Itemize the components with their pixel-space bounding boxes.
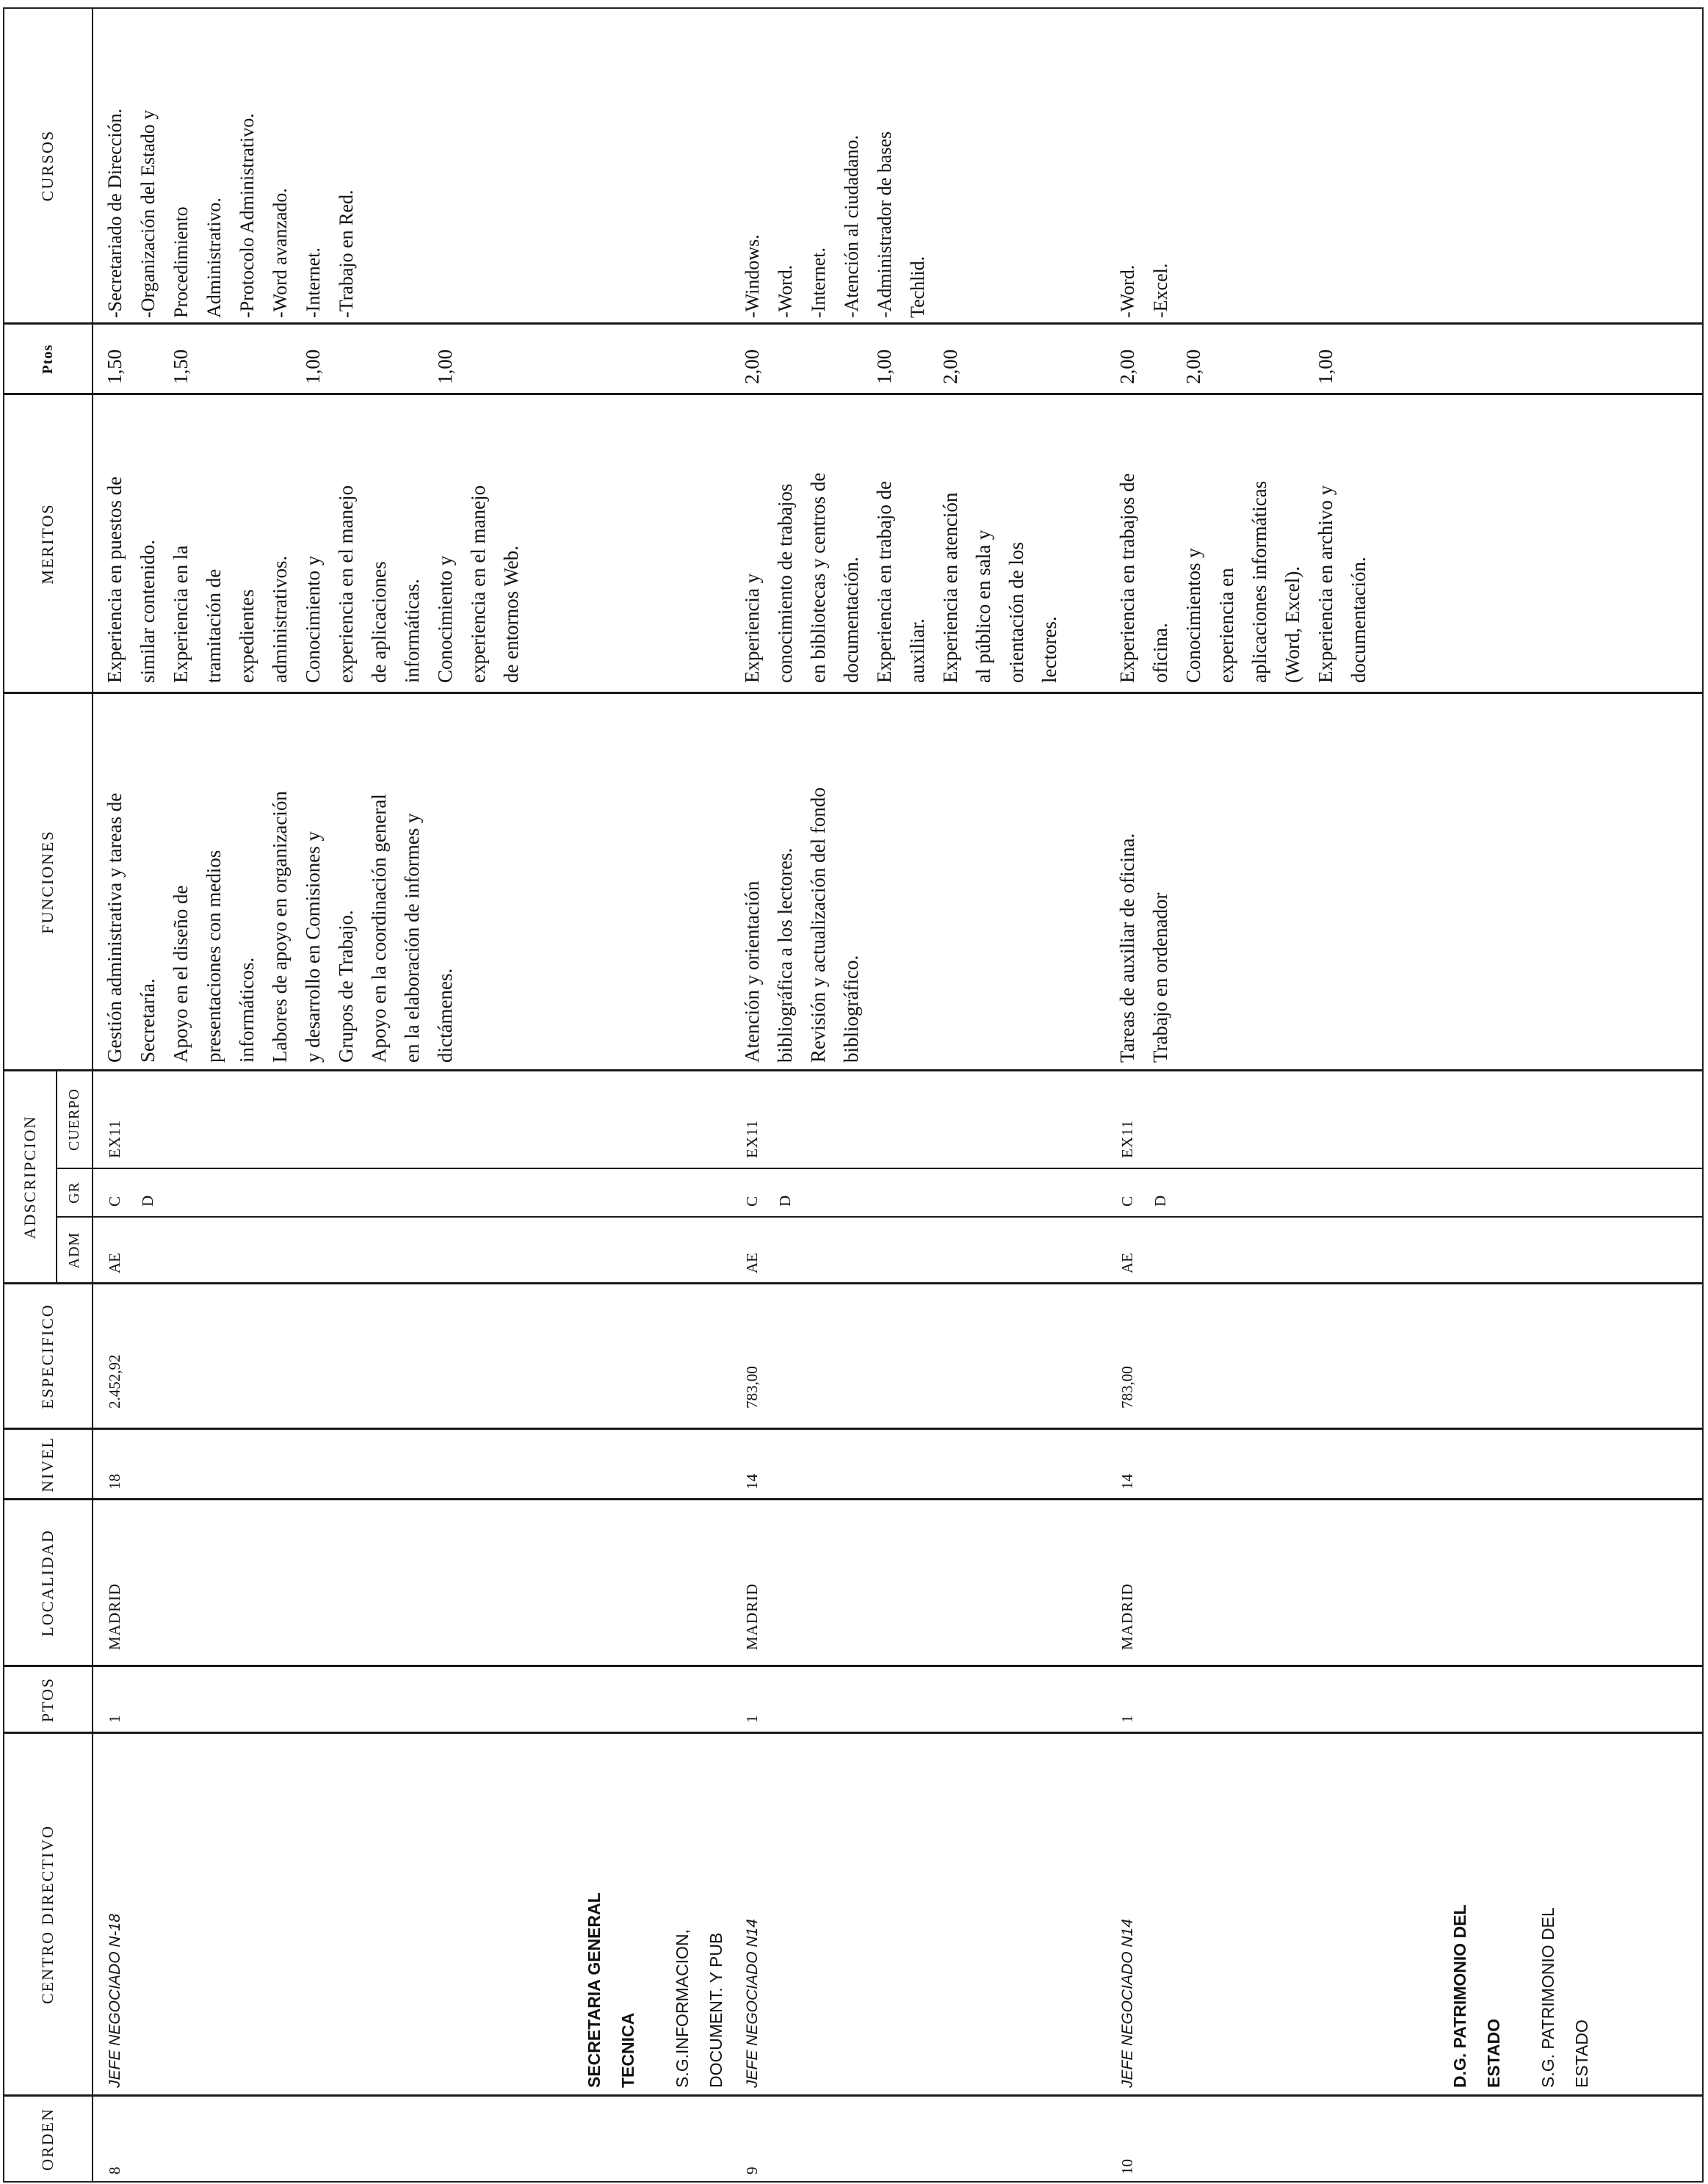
column-divider — [3, 1665, 1704, 1667]
cell-localidad — [1111, 1500, 1144, 1666]
funciones-line: Tareas de auxiliar de oficina. — [1116, 833, 1138, 1063]
meritos-line: experiencia en — [1215, 568, 1237, 683]
meritos-ptos-line — [363, 324, 396, 384]
cell-gr — [736, 1168, 802, 1217]
localidad-line: MADRID — [106, 1583, 123, 1650]
cell-ptos — [736, 1666, 769, 1733]
funciones-line: Gestión administrativa y tareas de — [104, 792, 126, 1063]
meritos-ptos-line: 1,50 — [170, 349, 192, 384]
meritos-line: Conocimiento y — [434, 555, 456, 683]
funciones-line: Atención y orientación — [741, 881, 763, 1063]
orden-line: 9 — [743, 2166, 761, 2174]
meritos-line: orientación de los — [1005, 542, 1027, 683]
meritos-ptos-line — [1276, 324, 1309, 384]
meritos-ptos-line: 2,00 — [1116, 349, 1138, 384]
cell-centro — [736, 1733, 769, 2096]
meritos-ptos-line — [330, 324, 363, 384]
cell-especifico — [736, 1284, 769, 1429]
cell-especifico — [98, 1284, 131, 1429]
org-subunit-title: ESTADO — [1572, 2020, 1591, 2088]
header-cursos: CURSOS — [38, 129, 57, 202]
meritos-line: en bibliotecas y centros de — [807, 472, 829, 683]
header-meritos: MERITOS — [38, 503, 57, 585]
meritos-ptos-line — [231, 324, 264, 384]
cuerpo-line: EX11 — [106, 1119, 123, 1158]
funciones-line: en la elaboración de informes y — [401, 813, 423, 1063]
meritos-ptos-line — [802, 324, 835, 384]
cell-orden — [98, 2096, 131, 2183]
cell-cuerpo — [98, 1071, 131, 1168]
orden-line: 10 — [1118, 2159, 1136, 2174]
cursos-line: -Word. — [1117, 264, 1138, 318]
meritos-line: informáticas. — [401, 579, 423, 683]
adm-line: AE — [1118, 1253, 1136, 1273]
org-unit-heading — [1443, 1733, 1599, 2096]
meritos-line: (Word, Excel). — [1281, 565, 1303, 683]
funciones-line: Trabajo en ordenador — [1149, 892, 1171, 1063]
funciones-line: Secretaría. — [137, 978, 159, 1063]
cell-nivel — [98, 1429, 131, 1500]
cursos-line: Techlid. — [907, 256, 928, 318]
column-divider — [57, 1216, 1704, 1218]
meritos-line: administrativos. — [269, 555, 291, 683]
meritos-ptos-line: 1,00 — [302, 349, 324, 384]
cell-orden — [736, 2096, 769, 2183]
cell-cursos — [736, 7, 934, 324]
meritos-line: oficina. — [1149, 623, 1171, 683]
header-gr: GR — [66, 1182, 82, 1204]
meritos-line: Experiencia en la — [170, 545, 192, 683]
especifico-line: 2.452,92 — [106, 1354, 123, 1409]
meritos-line: al público en sala y — [972, 529, 994, 683]
cursos-line: -Word. — [775, 264, 796, 318]
column-divider — [3, 1498, 1704, 1500]
cell-centro — [1111, 1733, 1144, 2096]
localidad-line: MADRID — [743, 1583, 761, 1650]
meritos-line: Experiencia en trabajos de — [1116, 473, 1138, 683]
meritos-ptos-line: 2,00 — [741, 349, 763, 384]
gr-line: C — [743, 1196, 761, 1207]
funciones-line: bibliográfica a los lectores. — [774, 847, 796, 1063]
cell-gr — [98, 1168, 164, 1217]
meritos-line: Experiencia en trabajo de — [873, 480, 895, 683]
org-unit-title: ESTADO — [1484, 2018, 1503, 2088]
meritos-line: similar contenido. — [137, 540, 159, 683]
cursos-line: -Windows. — [742, 234, 763, 318]
header-nivel: NIVEL — [38, 1436, 57, 1492]
meritos-line: de entornos Web. — [500, 545, 522, 683]
funciones-line: bibliográfico. — [840, 955, 862, 1063]
meritos-ptos-line — [1210, 324, 1243, 384]
ptos-line: 1 — [1118, 1715, 1136, 1723]
funciones-line: informáticos. — [236, 957, 258, 1063]
meritos-ptos-line — [396, 324, 429, 384]
funciones-line: Grupos de Trabajo. — [335, 910, 357, 1063]
column-divider — [3, 1428, 1704, 1430]
meritos-ptos-line — [198, 324, 231, 384]
column-divider — [3, 1282, 1704, 1284]
orden-line: 8 — [106, 2166, 123, 2174]
org-subunit-title: DOCUMENT. Y PUB — [706, 1932, 725, 2088]
cursos-line: -Excel. — [1150, 263, 1171, 318]
org-unit-title: D.G. PATRIMONIO DEL — [1450, 1904, 1469, 2088]
cell-meritos-ptos — [1111, 324, 1342, 394]
meritos-ptos-line: 1,50 — [104, 349, 126, 384]
cell-meritos — [1111, 394, 1375, 693]
meritos-ptos-line: 1,00 — [873, 349, 895, 384]
org-unit-heading — [577, 1733, 733, 2096]
meritos-line: expedientes — [236, 589, 258, 683]
cell-adm — [98, 1217, 131, 1284]
meritos-line: experiencia en el manejo — [335, 485, 357, 683]
meritos-line: auxiliar. — [906, 618, 928, 683]
meritos-line: Experiencia en archivo y — [1314, 485, 1336, 683]
column-divider — [57, 1168, 1704, 1169]
gr-line: C — [106, 1196, 123, 1207]
org-unit-title: SECRETARIA GENERAL — [585, 1892, 604, 2088]
funciones-line: presentaciones con medios — [203, 850, 225, 1063]
gr-line: C — [1118, 1196, 1136, 1207]
meritos-ptos-line — [835, 324, 868, 384]
funciones-line: Apoyo en el diseño de — [170, 885, 192, 1063]
cell-orden — [1111, 2096, 1144, 2183]
cell-nivel — [1111, 1429, 1144, 1500]
org-unit-title: TECNICA — [618, 2012, 637, 2088]
meritos-line: Conocimientos y — [1182, 548, 1204, 683]
ptos-line: 1 — [743, 1715, 761, 1723]
meritos-line: Experiencia en atención — [939, 492, 961, 683]
adscripcion-divider — [56, 1071, 57, 1284]
header-adscripcion: ADSCRIPCION — [20, 1115, 39, 1240]
cuerpo-line: EX11 — [1118, 1119, 1136, 1158]
meritos-line: tramitación de — [203, 568, 225, 683]
centro-line: JEFE NEGOCIADO N-18 — [106, 1914, 123, 2088]
meritos-line: documentación. — [1347, 557, 1369, 683]
cell-meritos-ptos — [98, 324, 462, 394]
meritos-ptos-line: 2,00 — [939, 349, 961, 384]
meritos-ptos-line: 1,00 — [434, 349, 456, 384]
localidad-line: MADRID — [1118, 1583, 1136, 1650]
header-divider — [92, 7, 93, 2183]
cell-funciones — [98, 693, 462, 1071]
meritos-line: aplicaciones informáticas — [1248, 480, 1270, 683]
cell-adm — [736, 1217, 769, 1284]
cuerpo-line: EX11 — [743, 1119, 761, 1158]
funciones-line: Revisión y actualización del fondo — [807, 787, 829, 1063]
cell-localidad — [98, 1500, 131, 1666]
cell-meritos — [736, 394, 1066, 693]
meritos-line: Experiencia en puestos de — [104, 476, 126, 683]
gr-line: D — [1151, 1195, 1169, 1207]
cursos-line: Administrativo. — [203, 198, 225, 318]
header-meritos-ptos: Ptos — [39, 344, 56, 375]
nivel-line: 14 — [1118, 1474, 1136, 1489]
cursos-line: -Secretariado de Dirección. — [104, 108, 126, 318]
meritos-ptos-line — [131, 324, 164, 384]
especifico-line: 783,00 — [743, 1366, 761, 1409]
header-cuerpo: CUERPO — [66, 1088, 82, 1151]
meritos-line: de aplicaciones — [368, 561, 390, 683]
meritos-line: Experiencia y — [741, 573, 763, 683]
centro-line: JEFE NEGOCIADO N14 — [1119, 1919, 1136, 2088]
header-orden: ORDEN — [38, 2108, 57, 2171]
cell-centro — [98, 1733, 131, 2096]
meritos-ptos-line — [264, 324, 297, 384]
cell-meritos-ptos — [736, 324, 967, 394]
cursos-line: -Administrador de bases — [874, 131, 895, 318]
cell-especifico — [1111, 1284, 1144, 1429]
cell-nivel — [736, 1429, 769, 1500]
cell-adm — [1111, 1217, 1144, 1284]
header-especifico: ESPECIFICO — [38, 1303, 57, 1409]
org-subunit-title: S.G. PATRIMONIO DEL — [1538, 1907, 1557, 2088]
meritos-line: documentación. — [840, 557, 862, 683]
header-adm: ADM — [66, 1232, 82, 1269]
cell-cursos — [1111, 7, 1177, 324]
adm-line: AE — [743, 1253, 761, 1273]
ptos-line: 1 — [106, 1715, 123, 1723]
meritos-ptos-line — [769, 324, 802, 384]
meritos-ptos-line: 2,00 — [1182, 349, 1204, 384]
cell-localidad — [736, 1500, 769, 1666]
funciones-line: Apoyo en la coordinación general — [368, 794, 390, 1063]
cursos-line: -Organización del Estado y — [137, 109, 159, 318]
cursos-line: -Atención al ciudadano. — [841, 134, 862, 318]
meritos-line: conocimiento de trabajos — [774, 483, 796, 683]
nivel-line: 14 — [743, 1474, 761, 1489]
header-funciones: FUNCIONES — [38, 830, 57, 934]
cursos-line: -Protocolo Administrativo. — [236, 113, 258, 318]
meritos-ptos-line: 1,00 — [1314, 349, 1336, 384]
meritos-line: experiencia en el manejo — [467, 485, 489, 683]
cursos-line: -Internet. — [808, 247, 829, 318]
cell-ptos — [98, 1666, 131, 1733]
cell-cuerpo — [1111, 1071, 1144, 1168]
adm-line: AE — [106, 1253, 123, 1273]
cursos-line: -Internet. — [303, 247, 324, 318]
gr-line: D — [776, 1195, 794, 1207]
nivel-line: 18 — [106, 1474, 123, 1489]
cell-ptos — [1111, 1666, 1144, 1733]
cursos-line: -Word avanzado. — [269, 188, 291, 318]
cell-meritos — [98, 394, 528, 693]
cell-cursos — [98, 7, 363, 324]
header-centro-directivo: CENTRO DIRECTIVO — [38, 1824, 57, 2005]
meritos-ptos-line — [901, 324, 934, 384]
especifico-line: 783,00 — [1118, 1366, 1136, 1409]
meritos-ptos-line — [1243, 324, 1276, 384]
header-ptos: PTOS — [38, 1677, 57, 1723]
header-localidad: LOCALIDAD — [38, 1529, 57, 1637]
meritos-ptos-line — [1144, 324, 1177, 384]
meritos-line: Conocimiento y — [302, 555, 324, 683]
org-subunit-title: S.G.INFORMACION, — [673, 1929, 692, 2088]
cursos-line: Procedimiento — [170, 206, 192, 318]
funciones-line: dictámenes. — [434, 968, 456, 1063]
cell-funciones — [1111, 693, 1177, 1071]
cell-gr — [1111, 1168, 1177, 1217]
centro-line: JEFE NEGOCIADO N14 — [744, 1919, 761, 2088]
meritos-line: lectores. — [1038, 616, 1060, 683]
gr-line: D — [139, 1195, 156, 1207]
cell-cuerpo — [736, 1071, 769, 1168]
funciones-line: y desarrollo en Comisiones y — [302, 831, 324, 1063]
funciones-line: Labores de apoyo en organización — [269, 791, 291, 1063]
cursos-line: -Trabajo en Red. — [336, 189, 357, 318]
cell-funciones — [736, 693, 868, 1071]
